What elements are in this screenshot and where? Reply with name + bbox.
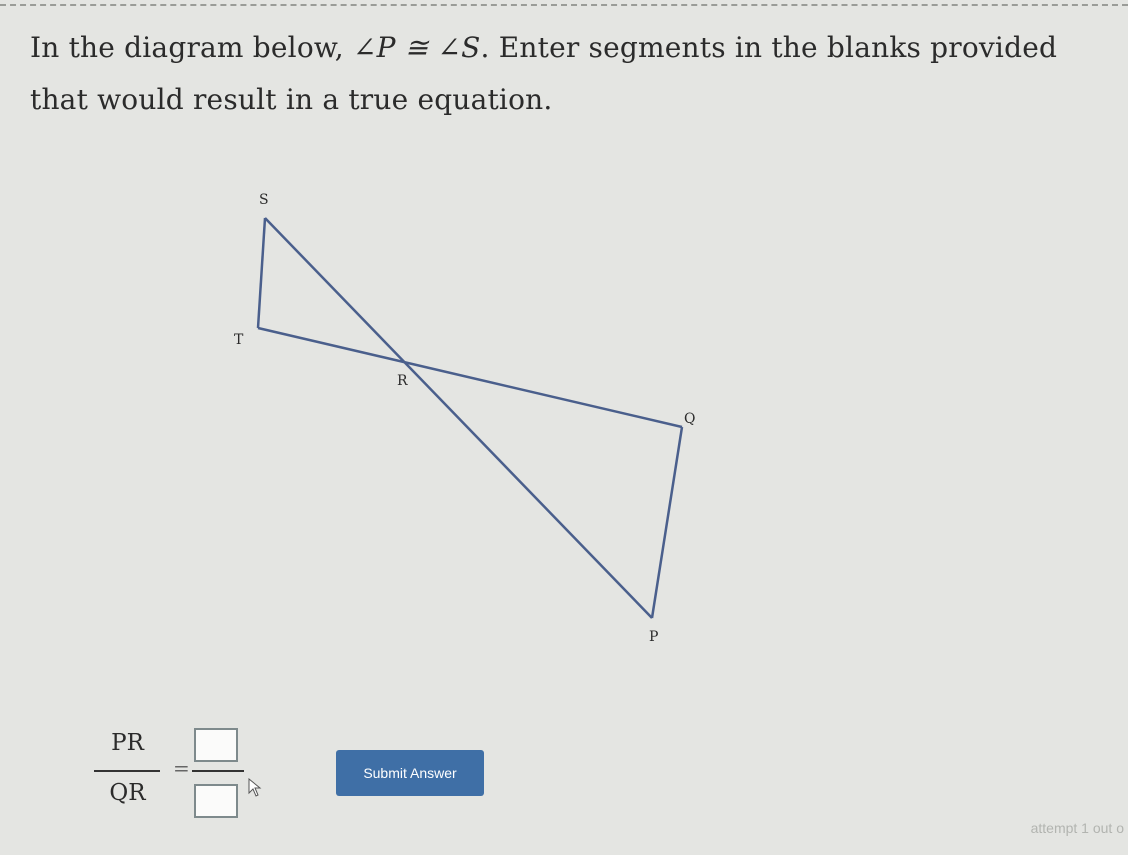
vertex-label-p: P: [649, 629, 659, 645]
ratio-equation: [90, 722, 290, 832]
segment-sp: [265, 218, 652, 618]
given-numerator: PR: [111, 730, 144, 756]
denominator-blank-input[interactable]: [194, 784, 238, 818]
numerator-blank-input[interactable]: [194, 728, 238, 762]
vertex-label-s: S: [259, 192, 269, 208]
submit-answer-button[interactable]: Submit Answer: [336, 750, 484, 796]
answer-fraction-bar: [192, 770, 244, 772]
question-suffix: . Enter segments in the blanks provided that would result in a true equation.: [30, 31, 1058, 116]
question-prefix: In the diagram below,: [30, 31, 353, 64]
vertex-label-t: T: [234, 332, 244, 348]
mouse-cursor-icon: [248, 778, 262, 798]
vertex-label-q: Q: [684, 411, 696, 427]
vertex-label-r: R: [397, 373, 408, 389]
given-denominator: QR: [109, 780, 146, 806]
segment-qp: [652, 427, 682, 618]
segment-tq: [258, 328, 682, 427]
segment-st: [258, 218, 265, 328]
equals-sign: =: [173, 756, 190, 780]
attempt-counter: attempt 1 out o: [1030, 820, 1124, 836]
question-math: ∠P ≅ ∠S: [352, 31, 481, 64]
fraction-bar: [94, 770, 160, 772]
